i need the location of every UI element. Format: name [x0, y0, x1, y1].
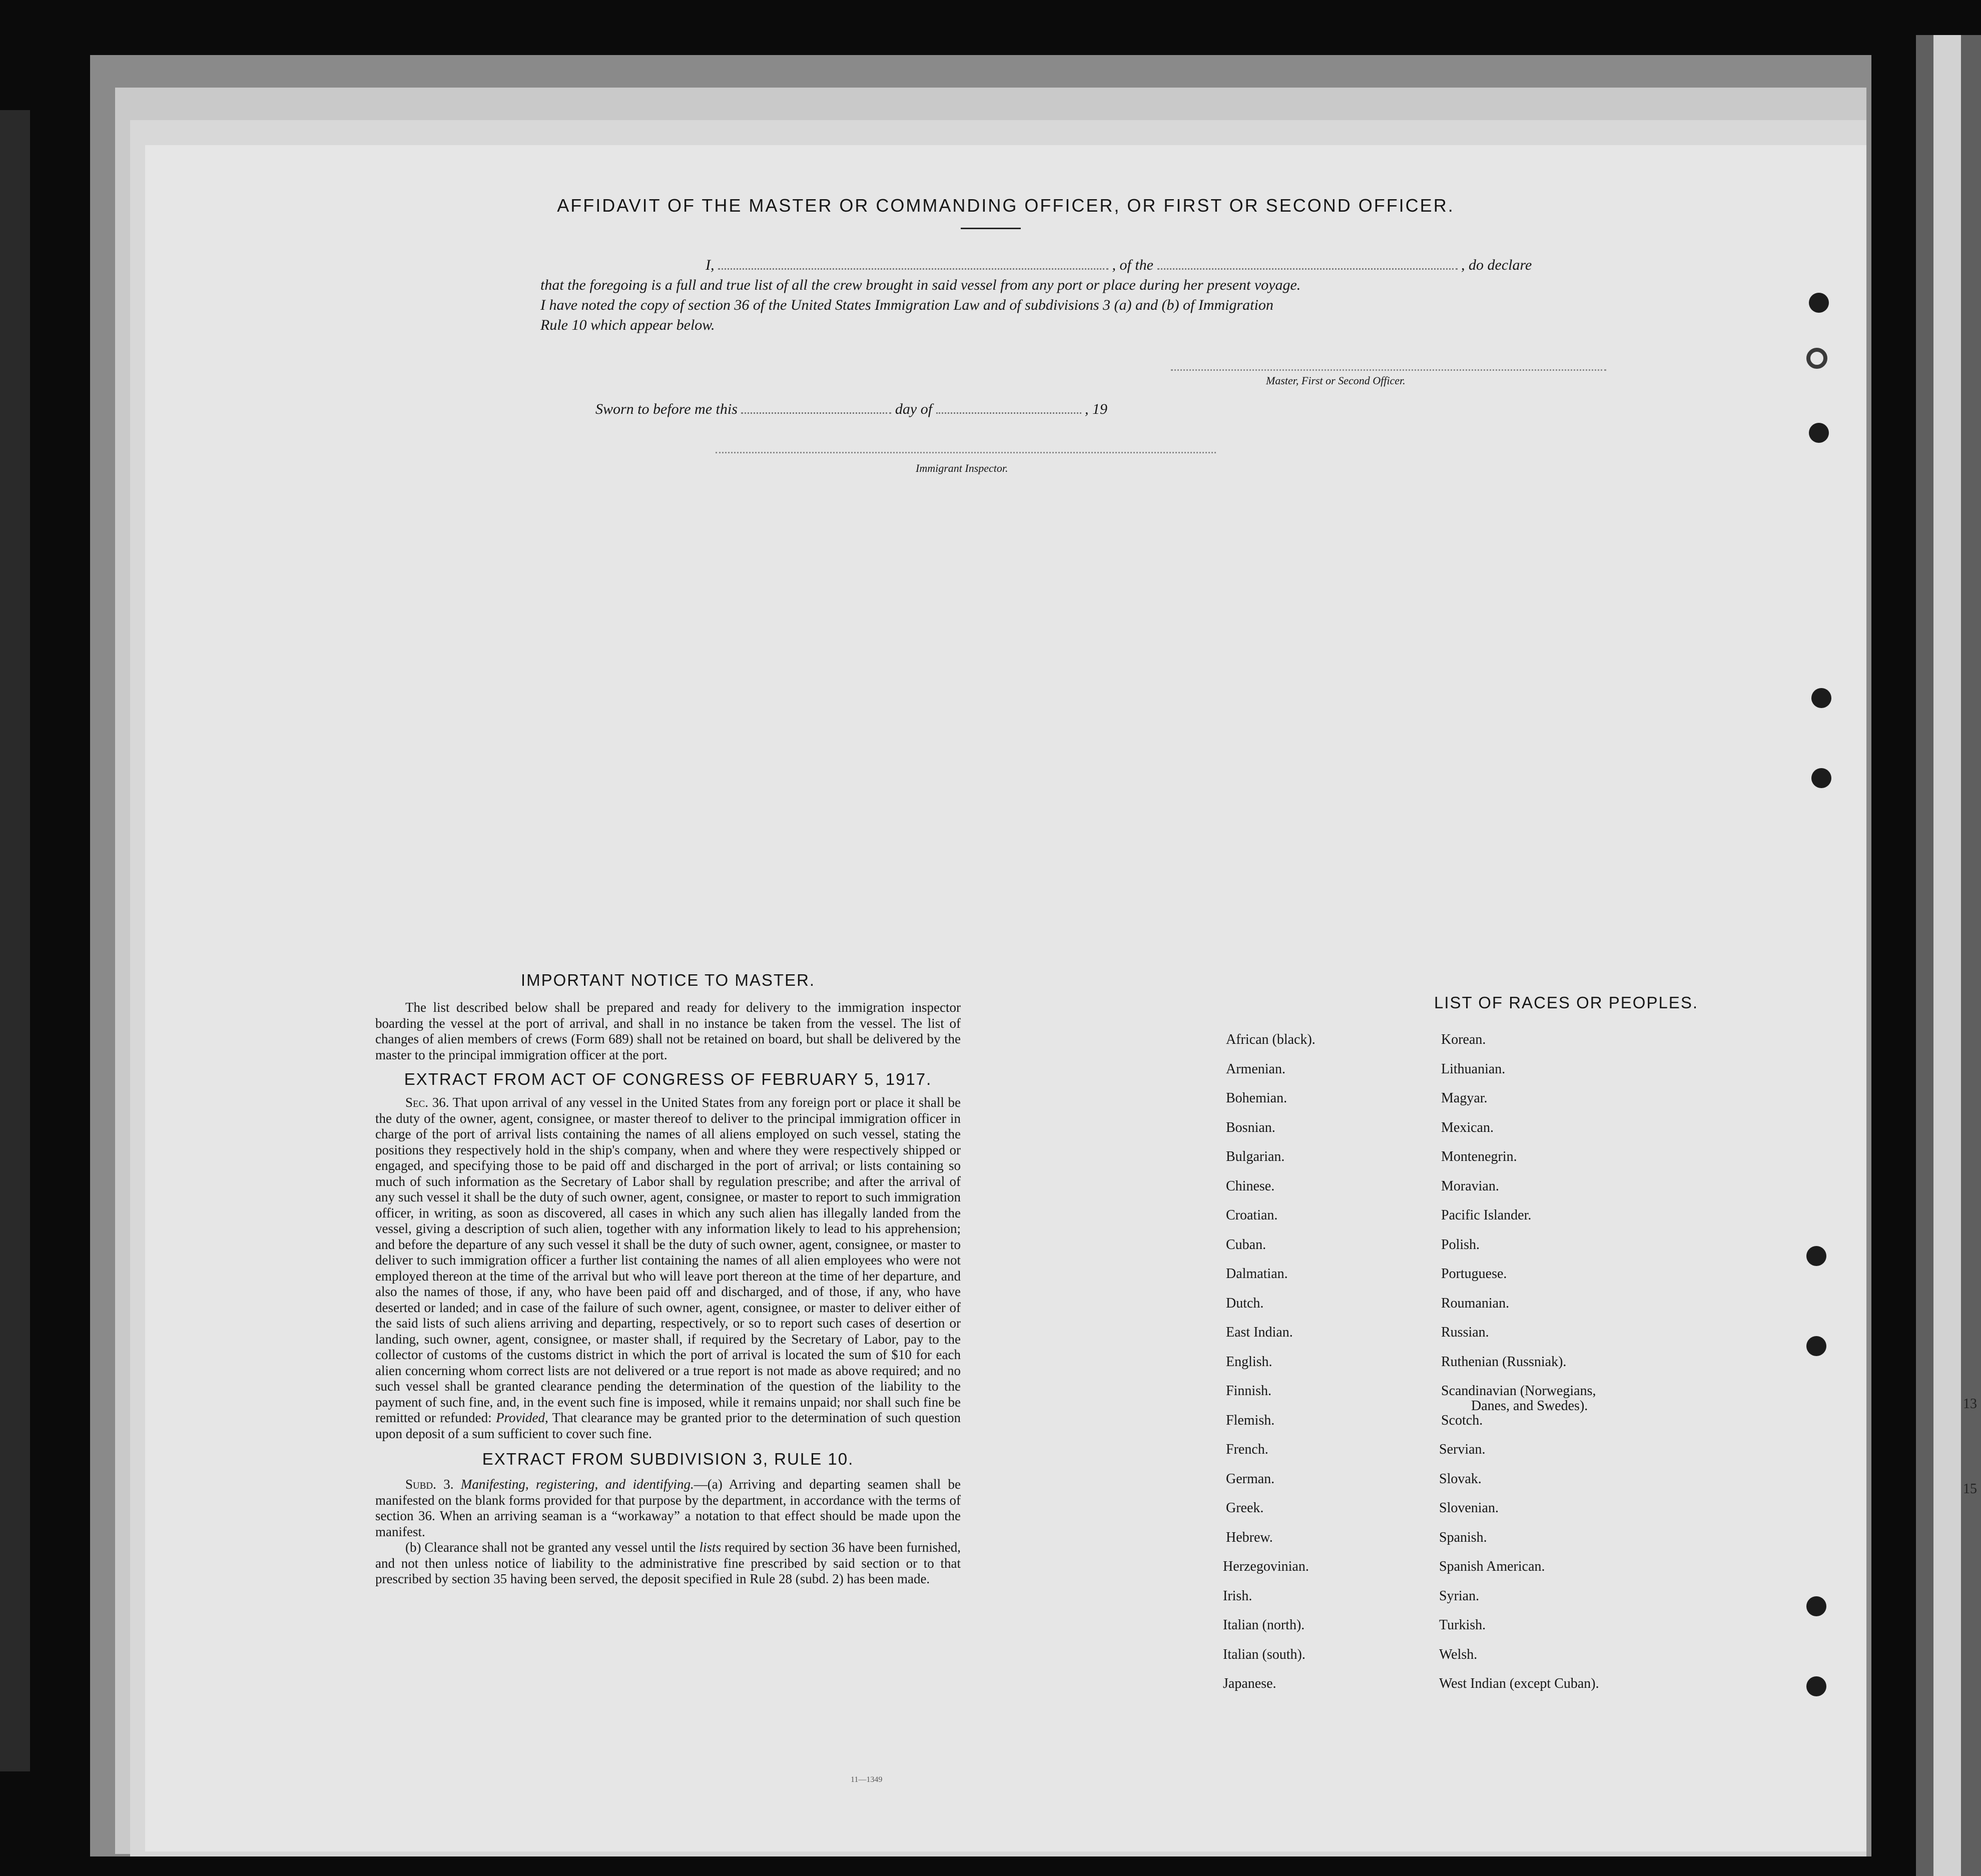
race-item: Cuban. — [1226, 1236, 1266, 1253]
race-item: Portuguese. — [1441, 1266, 1507, 1282]
race-item: Bosnian. — [1226, 1119, 1275, 1135]
race-item: Slovak. — [1439, 1471, 1482, 1487]
race-item: Flemish. — [1226, 1412, 1275, 1428]
scan-edge-right-sheet — [1933, 35, 1961, 1876]
race-item: Hebrew. — [1226, 1529, 1273, 1545]
race-item: Roumanian. — [1441, 1295, 1510, 1311]
races-title: LIST OF RACES OR PEOPLES. — [1434, 993, 1699, 1012]
race-item: Armenian. — [1226, 1061, 1285, 1077]
race-item: English. — [1226, 1354, 1272, 1370]
binder-hole — [1811, 768, 1831, 788]
race-item: West Indian (except Cuban). — [1439, 1676, 1599, 1691]
race-item: Finnish. — [1226, 1383, 1272, 1399]
race-item: Danes, and Swedes). — [1471, 1398, 1588, 1414]
race-item: African (black). — [1226, 1032, 1315, 1047]
race-item: Welsh. — [1439, 1646, 1478, 1662]
rule-extract-text-b: (b) Clearance shall not be granted any vessel until the lists required by section 36 have been furnished, and not then unless notice of liability to the administrative fine prescribed by said section or to that prescribed by section 35 having been served, the deposit specified in Rule 28 (subd. 2) has been made. — [375, 1540, 961, 1586]
race-item: Chinese. — [1226, 1178, 1275, 1194]
sworn-day-blank — [741, 399, 891, 414]
binder-hole — [1806, 1246, 1826, 1266]
master-signature-line — [1171, 369, 1606, 371]
binder-hole — [1811, 688, 1831, 708]
race-item: Greek. — [1226, 1500, 1264, 1516]
binder-hole — [1806, 348, 1827, 369]
affidavit-declaration — [540, 255, 1631, 335]
race-item: Dutch. — [1226, 1295, 1264, 1311]
notice-title: IMPORTANT NOTICE TO MASTER. — [520, 971, 816, 989]
race-item: Spanish American. — [1439, 1559, 1545, 1574]
race-item: Mexican. — [1441, 1119, 1494, 1135]
race-item: Italian (north). — [1223, 1617, 1305, 1633]
declaration-line-4: Rule 10 which appear below. — [540, 317, 715, 333]
master-signature-caption: Master, First or Second Officer. — [1266, 374, 1406, 387]
binder-hole — [1806, 1596, 1826, 1616]
race-item: Russian. — [1441, 1325, 1489, 1340]
race-item: German. — [1226, 1471, 1275, 1487]
vessel-blank — [1157, 255, 1458, 270]
sworn-line: Sworn to before me this day of , 19 — [595, 399, 1107, 418]
race-item: Dalmatian. — [1226, 1266, 1288, 1282]
race-item: Lithuanian. — [1441, 1061, 1506, 1077]
declaration-line-3: I have noted the copy of section 36 of the United States Immigration Law and of subdivisions 3 (a) and (b) of Immigration — [540, 297, 1273, 313]
margin-mark: 15 — [1963, 1481, 1977, 1497]
race-item: East Indian. — [1226, 1325, 1293, 1340]
race-item: Pacific Islander. — [1441, 1207, 1532, 1223]
race-item: Magyar. — [1441, 1090, 1488, 1106]
instructions-column — [375, 971, 961, 1587]
race-item: Korean. — [1441, 1032, 1486, 1047]
rule-extract-title: EXTRACT FROM SUBDIVISION 3, RULE 10. — [482, 1450, 854, 1468]
race-item: Montenegrin. — [1441, 1149, 1517, 1164]
binder-hole — [1809, 293, 1829, 313]
race-item: Bohemian. — [1226, 1090, 1287, 1106]
race-item: Syrian. — [1439, 1588, 1480, 1604]
affidavit-title: AFFIDAVIT OF THE MASTER OR COMMANDING OFFICER, OR FIRST OR SECOND OFFICER. — [557, 195, 1455, 216]
race-item: Spanish. — [1439, 1529, 1487, 1545]
document-page — [145, 145, 1866, 1851]
race-item: Moravian. — [1441, 1178, 1499, 1194]
race-item: Turkish. — [1439, 1617, 1486, 1633]
race-item: Herzegovinian. — [1223, 1559, 1309, 1574]
race-item: Servian. — [1439, 1442, 1486, 1457]
race-item: Scotch. — [1441, 1412, 1483, 1428]
race-item: French. — [1226, 1442, 1268, 1457]
notice-text: The list described below shall be prepared and ready for delivery to the immigration inspector boarding the vessel at the port of arrival, and shall in no instance be taken from the vessel. The list of changes of alien members of crews (Form 689) shall not be retained on board, but shall be delivered by the master to the principal immigration officer at the port. — [375, 1000, 961, 1062]
scan-edge-left — [0, 110, 30, 1771]
race-item: Polish. — [1441, 1236, 1480, 1253]
binder-hole — [1806, 1676, 1826, 1696]
act-extract-text: Sec. 36. That upon arrival of any vessel in the United States from any foreign port or place it shall be the duty of the owner, agent, consignee, or master thereof to deliver to the principal immigration officer in charge of the port of arrival lists containing the names of all aliens employed on such vessel, stating the positions they respectively hold in the ship's company, when and where they were respectively shipped or engaged, and specifying those to be paid off and discharged in the port of arrival; or lists containing so much of such information as the Secretary of Labor shall by regulation prescribe; and after the arrival of any such vessel it shall be the duty of such owner, agent, consignee, or master to report to such immigration officer, in writing, as soon as discovered, all cases in which any such alien has illegally landed from the vessel, giving a description of such alien, together with any information likely to lead to his apprehension; and before the departure of any such vessel it shall be the duty of such owner, agent, consignee, or master to deliver to such immigration officer a further list containing the names of all alien employees who were not employed thereon at the time of the arrival but who will leave port thereon at the time of her departure, and also the names of those, if any, who have been paid off and discharged, and of those, if any, who have deserted or landed; and in case of the failure of such owner, agent, consignee, or master to deliver either of the said lists of such aliens arriving and departing, respectively, or so to report such cases of desertion or landing, such owner, agent, consignee, or master shall, if required by the Secretary of Labor, pay to the collector of customs of the customs district in which the port of arrival is located the sum of $10 for each alien concerning whom correct lists are not delivered or a true report is not made as above required; and no such vessel shall be granted clearance pending the determination of the question of the liability to the payment of such fine, and, in the event such fine is imposed, while it remains unpaid; nor shall such fine be remitted or refunded: Provided, That clearance may be granted prior to the determination of such question upon deposit of a sum sufficient to cover such fine. — [375, 1095, 961, 1441]
race-item: Italian (south). — [1223, 1646, 1305, 1662]
declaration-line-2: that the foregoing is a full and true list of all the crew brought in said vessel from any port or place during her present voyage. — [540, 277, 1301, 293]
title-rule — [961, 228, 1021, 229]
form-number: 11—1349 — [851, 1775, 883, 1784]
race-item: Slovenian. — [1439, 1500, 1499, 1516]
name-blank — [718, 255, 1108, 270]
sworn-month-blank — [936, 399, 1081, 414]
race-item: Bulgarian. — [1226, 1149, 1285, 1164]
rule-extract-text-a: Subd. 3. Manifesting, registering, and identifying.—(a) Arriving and departing seamen shall be manifested on the blank forms provided for that purpose by the department, in accordance with the terms of section 36. When an arriving seaman is a “workaway” a notation to that effect should be made upon the manifest. — [375, 1477, 961, 1539]
inspector-signature-caption: Immigrant Inspector. — [916, 462, 1008, 474]
binder-hole — [1806, 1336, 1826, 1356]
race-item: Croatian. — [1226, 1207, 1278, 1223]
binder-hole — [1809, 423, 1829, 443]
race-item: Irish. — [1223, 1588, 1252, 1604]
race-item: Japanese. — [1223, 1676, 1276, 1691]
race-item: Scandinavian (Norwegians, — [1441, 1383, 1596, 1399]
inspector-signature-line — [716, 452, 1216, 453]
race-item: Ruthenian (Russniak). — [1441, 1354, 1567, 1370]
act-extract-title: EXTRACT FROM ACT OF CONGRESS OF FEBRUARY 5, 1917. — [404, 1070, 932, 1088]
margin-mark: 13 — [1963, 1396, 1977, 1412]
declaration-line-1: I, , of the , do declare — [540, 255, 1631, 275]
